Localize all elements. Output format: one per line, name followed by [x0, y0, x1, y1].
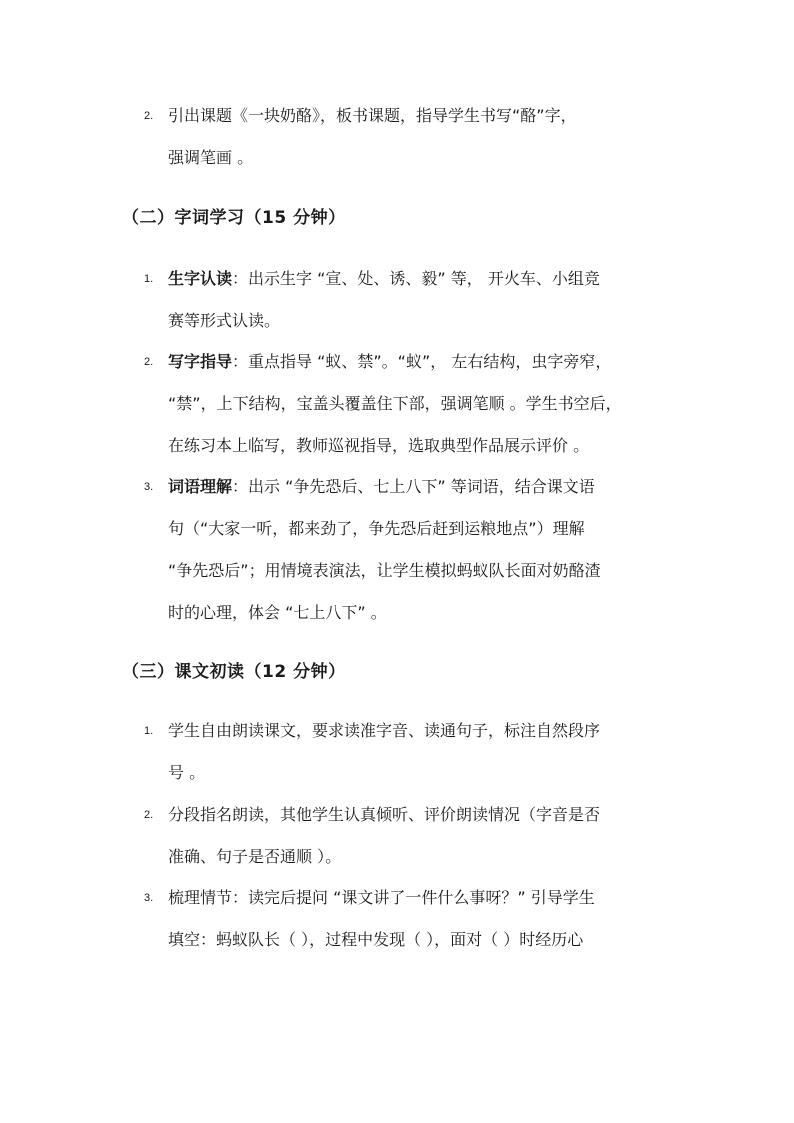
list-item: [131, 258, 679, 342]
list-number: 2.: [144, 809, 154, 821]
paragraph-line: 准确、句子是否通顺 ）。: [168, 847, 342, 866]
list-number: 2.: [144, 110, 154, 122]
paragraph-line: 生字认读：出示生字 “宣、处、诱、毅” 等， 开火车、小组竞: [168, 269, 600, 288]
paragraph-line: “禁”，上下结构，宝盖头覆盖住下部，强调笔顺 。学生书空后，: [168, 394, 622, 413]
paragraph-line: 时的心理，体会 “七上八下” 。: [168, 603, 387, 622]
paragraph-line: 句（“大家一听，都来劲了，争先恐后赶到运粮地点”）理解: [168, 519, 585, 538]
paragraph-line: 写字指导：重点指导 “蚁、禁”。“蚁”， 左右结构，虫字旁窄，: [168, 352, 612, 371]
list-item: [131, 710, 679, 794]
paragraph-line: 分段指名朗读，其他学生认真倾听、评价朗读情况（字音是否: [168, 805, 601, 824]
paragraph-line: 梳理情节：读完后提问 “课文讲了一件什么事呀？” 引导学生: [168, 888, 595, 907]
paragraph-line: 词语理解：出示 “争先恐后、七上八下” 等词语，结合课文语: [168, 477, 595, 496]
paragraph-line: “争先恐后”；用情境表演法，让学生模拟蚂蚁队长面对奶酪渣: [168, 561, 601, 580]
list-item: [131, 95, 679, 179]
paragraph-line: 赛等形式认读。: [168, 311, 281, 330]
paragraph-line: 学生自由朗读课文，要求读准字音、读通句子，标注自然段序: [168, 721, 601, 740]
item-label: 生字认读: [168, 269, 233, 288]
list-item: [131, 794, 679, 878]
item-label: 词语理解: [168, 477, 233, 496]
section-heading: （二）字词学习（15 分钟）: [122, 208, 346, 228]
list-number: 3.: [144, 892, 154, 904]
list-item: [131, 877, 679, 961]
list-number: 1.: [144, 273, 154, 285]
list-item: [131, 341, 679, 467]
section-heading: （三）课文初读（12 分钟）: [122, 662, 346, 682]
paragraph-line: 在练习本上临写，教师巡视指导，选取典型作品展示评价 。: [168, 436, 590, 455]
item-label: 写字指导: [168, 352, 233, 371]
paragraph-line: 强调笔画 。: [168, 148, 254, 167]
list-number: 2.: [144, 356, 154, 368]
list-number: 3.: [144, 481, 154, 493]
paragraph-line: 填空：蚂蚁队长（ ），过程中发现（ ），面对（ ）时经历心: [168, 930, 584, 949]
list-item: [131, 466, 679, 634]
paragraph-line: 引出课题《一块奶酪》，板书课题，指导学生书写“酪”字，: [168, 106, 577, 125]
list-number: 1.: [144, 725, 154, 737]
paragraph-line: 号 。: [168, 763, 206, 782]
